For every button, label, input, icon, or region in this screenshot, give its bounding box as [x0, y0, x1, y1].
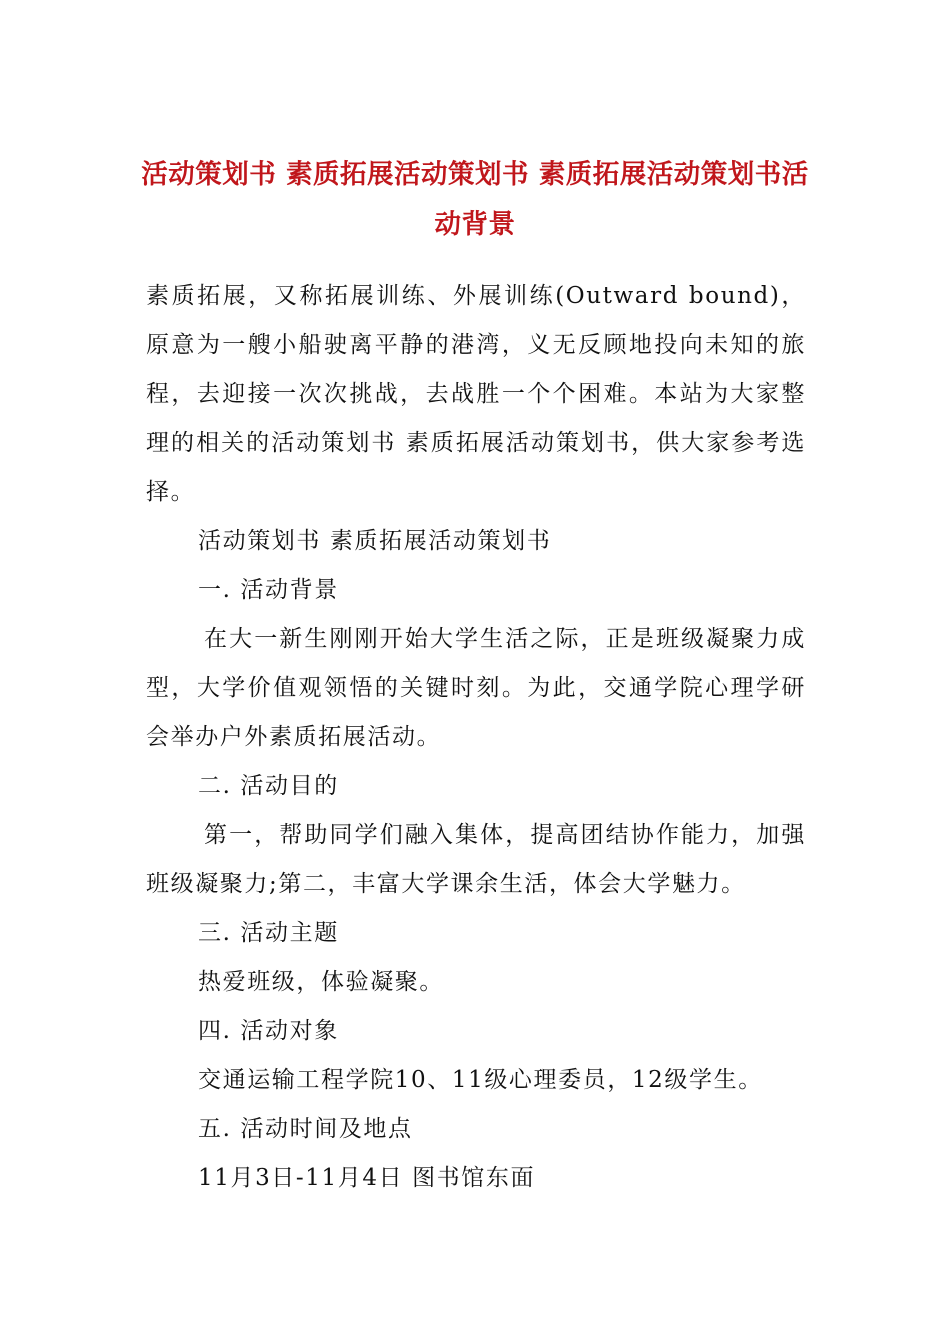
subtitle-line: 活动策划书 素质拓展活动策划书 [198, 528, 552, 554]
purpose-paragraph: 第一，帮助同学们融入集体，提高团结协作能力，加强班级凝聚力;第二，丰富大学课余生活，体会大学魅力。 [146, 822, 806, 897]
background-paragraph: 在大一新生刚刚开始大学生活之际，正是班级凝聚力成型，大学价值观领悟的关键时刻。为此，交通学院心理学研会举办户外素质拓展活动。 [146, 626, 806, 750]
audience-paragraph: 交通运输工程学院10、11级心理委员，12级学生。 [198, 1067, 763, 1093]
section-heading-audience: 四. 活动对象 [198, 1018, 339, 1044]
section-heading-time-place: 五. 活动时间及地点 [198, 1116, 413, 1142]
section-heading-theme: 三. 活动主题 [198, 920, 339, 946]
intro-paragraph: 素质拓展，又称拓展训练、外展训练(Outward bound)，原意为一艘小船驶离平静的港湾，义无反顾地投向未知的旅程，去迎接一次次挑战，去战胜一个个困难。本站为大家整理的相关的活动策划书 素质拓展活动策划书，供大家参考选择。 [146, 283, 806, 505]
document-title: 活动策划书 素质拓展活动策划书 素质拓展活动策划书活动背景 [141, 159, 809, 240]
section-heading-background: 一. 活动背景 [198, 577, 339, 603]
time-place-paragraph: 11月3日-11月4日 图书馆东面 [198, 1165, 536, 1191]
document-body [146, 272, 806, 1203]
section-heading-purpose: 二. 活动目的 [198, 773, 339, 799]
theme-paragraph: 热爱班级，体验凝聚。 [198, 969, 444, 995]
